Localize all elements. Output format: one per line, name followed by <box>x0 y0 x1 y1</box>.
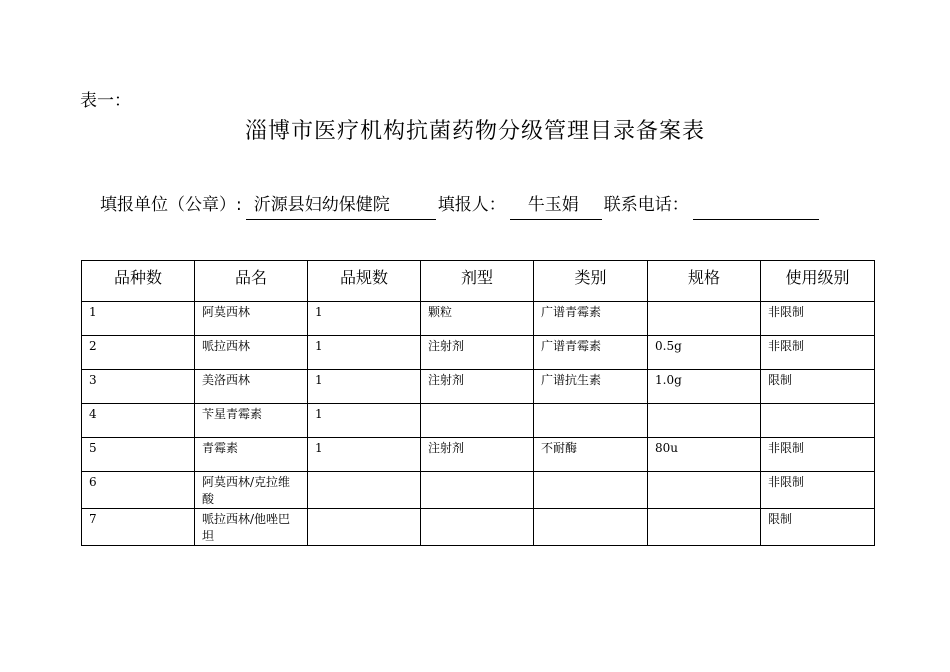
table-cell <box>648 404 761 438</box>
table-cell <box>648 472 761 509</box>
table-row <box>82 336 875 370</box>
table-cell: 1 <box>308 370 421 404</box>
table-cell: 非限制 <box>761 336 875 370</box>
table-cell <box>421 472 534 509</box>
table-number-label: 表一： <box>80 91 131 111</box>
table-cell: 1 <box>308 404 421 438</box>
table-cell <box>648 302 761 336</box>
table-cell: 80u <box>648 438 761 472</box>
table-cell: 1 <box>82 302 195 336</box>
header-cell: 使用级别 <box>761 261 875 302</box>
table-cell <box>421 509 534 546</box>
table-cell: 1 <box>308 302 421 336</box>
table-cell: 哌拉西林 <box>195 336 308 370</box>
filler-field[interactable]: 牛玉娟 <box>510 194 602 220</box>
fill-in-row <box>100 190 819 220</box>
table-cell: 7 <box>82 509 195 546</box>
table-cell: 限制 <box>761 370 875 404</box>
table-cell: 限制 <box>761 509 875 546</box>
table-cell: 美洛西林 <box>195 370 308 404</box>
table-cell: 阿莫西林/克拉维酸 <box>195 472 308 509</box>
table-cell <box>534 404 648 438</box>
table-cell: 0.5g <box>648 336 761 370</box>
table-row <box>82 472 875 509</box>
table-row <box>82 509 875 546</box>
table-cell <box>308 509 421 546</box>
table-cell: 不耐酶 <box>534 438 648 472</box>
table-cell: 非限制 <box>761 472 875 509</box>
table-cell: 非限制 <box>761 302 875 336</box>
table-cell <box>761 404 875 438</box>
table-row <box>82 438 875 472</box>
table-cell: 2 <box>82 336 195 370</box>
phone-label: 联系电话： <box>603 195 689 215</box>
document-title: 淄博市医疗机构抗菌药物分级管理目录备案表 <box>244 119 705 144</box>
unit-field[interactable]: 沂源县妇幼保健院 <box>246 194 436 220</box>
table-cell: 广谱抗生素 <box>534 370 648 404</box>
table-cell: 1 <box>308 336 421 370</box>
table-header-row <box>82 261 875 302</box>
table-cell: 6 <box>82 472 195 509</box>
table-cell <box>421 404 534 438</box>
table-cell <box>534 509 648 546</box>
filler-label: 填报人： <box>437 195 506 215</box>
table-cell: 阿莫西林 <box>195 302 308 336</box>
table-cell: 青霉素 <box>195 438 308 472</box>
antibiotic-catalog-table <box>81 260 875 546</box>
header-cell: 规格 <box>648 261 761 302</box>
table-cell <box>648 509 761 546</box>
table-cell <box>534 472 648 509</box>
table-cell: 注射剂 <box>421 336 534 370</box>
table-row <box>82 302 875 336</box>
table-cell: 广谱青霉素 <box>534 302 648 336</box>
table-cell <box>308 472 421 509</box>
header-cell: 类别 <box>534 261 648 302</box>
table-cell: 注射剂 <box>421 370 534 404</box>
table-cell: 3 <box>82 370 195 404</box>
header-cell: 品规数 <box>308 261 421 302</box>
table-row <box>82 404 875 438</box>
table-cell: 颗粒 <box>421 302 534 336</box>
phone-field[interactable] <box>693 194 819 220</box>
table-cell: 4 <box>82 404 195 438</box>
table-cell: 广谱青霉素 <box>534 336 648 370</box>
table-cell: 注射剂 <box>421 438 534 472</box>
header-cell: 剂型 <box>421 261 534 302</box>
table-cell: 非限制 <box>761 438 875 472</box>
table-row <box>82 370 875 404</box>
table-cell: 5 <box>82 438 195 472</box>
table-cell: 1.0g <box>648 370 761 404</box>
table-cell: 哌拉西林/他唑巴坦 <box>195 509 308 546</box>
table-cell: 1 <box>308 438 421 472</box>
unit-label: 填报单位（公章）: <box>100 195 242 215</box>
header-cell: 品种数 <box>82 261 195 302</box>
header-cell: 品名 <box>195 261 308 302</box>
table-cell: 苄星青霉素 <box>195 404 308 438</box>
